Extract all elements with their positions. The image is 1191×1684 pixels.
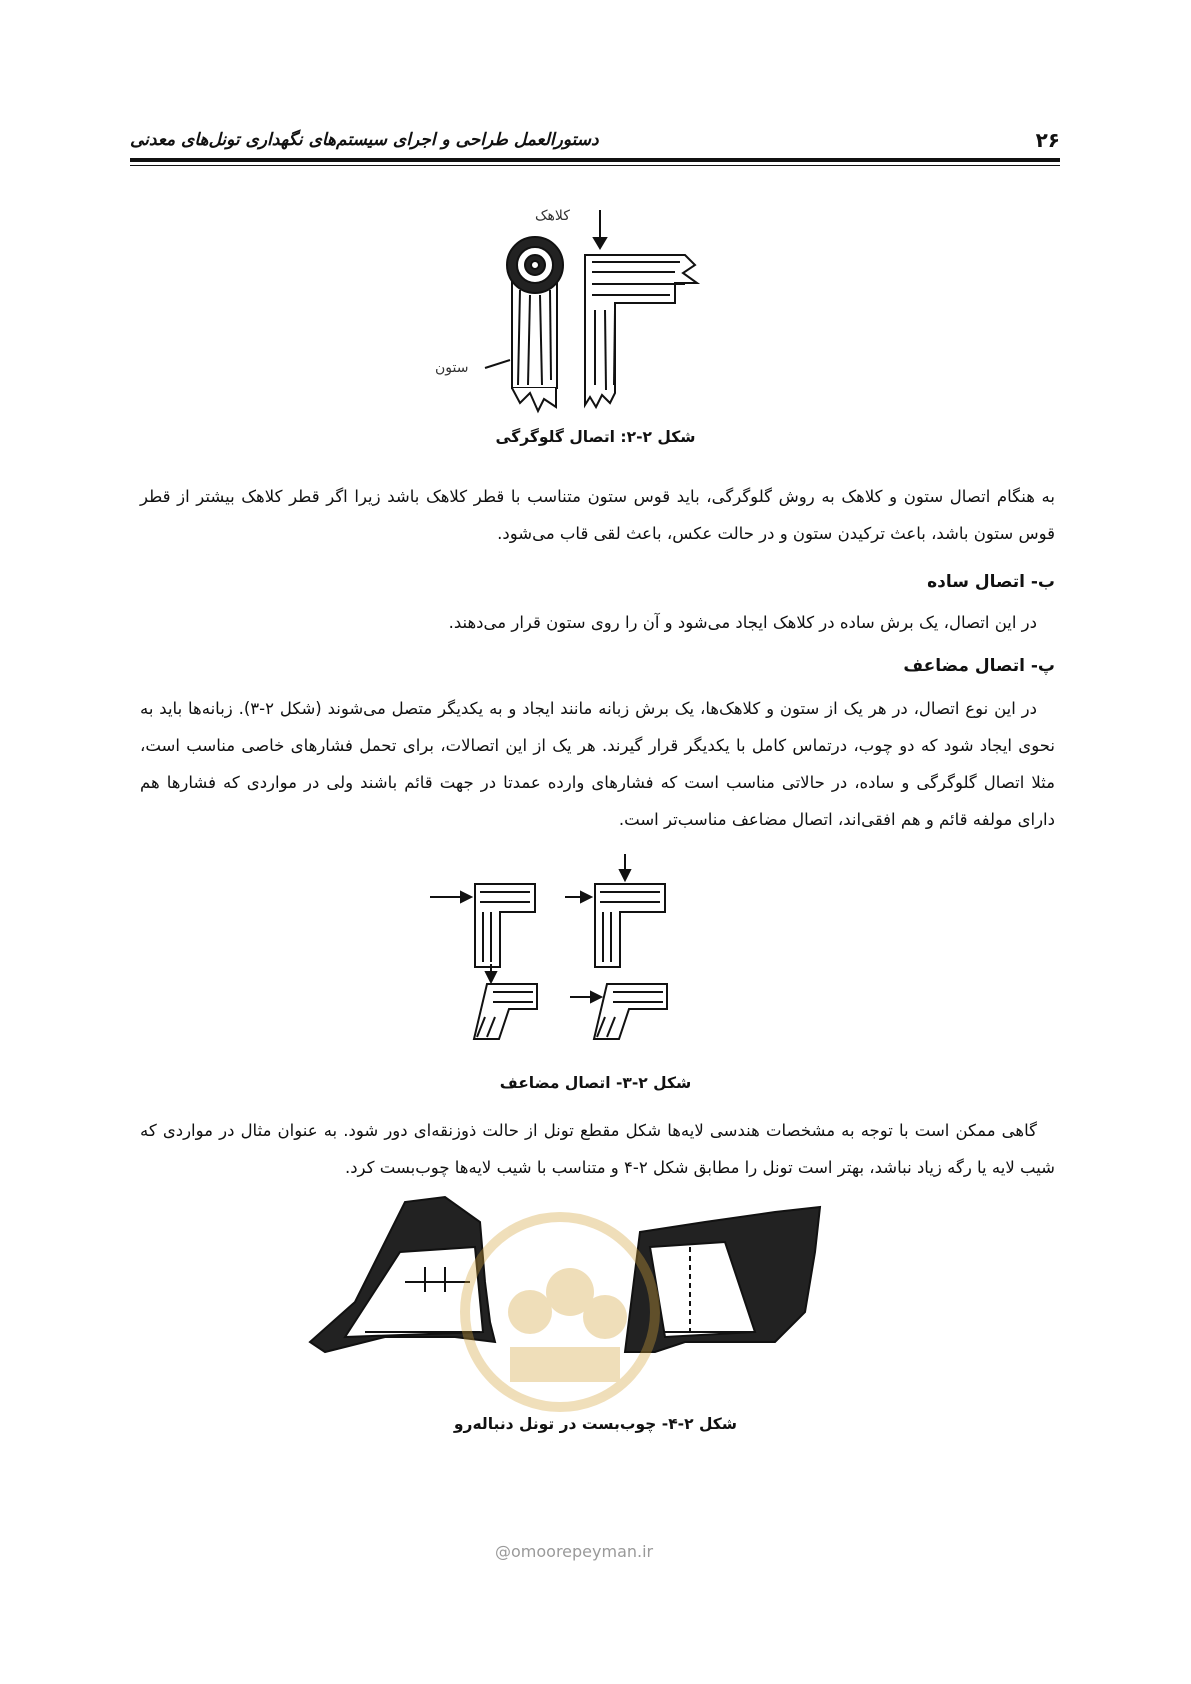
label-cap: کلاهک xyxy=(535,208,570,224)
figure-caption-2-3: شکل ۲-۳- اتصال مضاعف xyxy=(499,1074,692,1092)
watermark-seal xyxy=(465,1217,655,1407)
figure-caption-2-4: شکل ۲-۴- چوب‌بست در تونل دنباله‌رو xyxy=(453,1415,738,1433)
paragraph-1: به هنگام اتصال ستون و کلاهک به روش گلوگرگی، باید قوس ستون متناسب با قطر کلاهک باشد زیرا اگر قطر کلاهک بیشتر از قطر قوس ستون باشد، باعث ترکیدن ستون و در حالت عکس، باعث لقی قاب می‌شود. xyxy=(140,487,1055,543)
header-rule-thick xyxy=(130,158,1060,162)
page-header xyxy=(130,128,1060,158)
label-post: ستون xyxy=(435,360,469,376)
heading-double-joint: پ- اتصال مضاعف xyxy=(903,656,1055,676)
figure-double-joint xyxy=(425,852,685,1052)
watermark-url: @omoorepeyman.ir xyxy=(495,1542,654,1561)
page-number: ۲۶ xyxy=(1035,128,1060,152)
paragraph-3: در این نوع اتصال، در هر یک از ستون و کلاهک‌ها، یک برش زبانه مانند ایجاد و به یکدیگر متصل می‌شوند (شکل ۲-۳). زبانه‌ها باید به نحوی ایجاد شود که دو چوب، درتماس کامل با یکدیگر قرار گیرند. هر یک از این اتصالات، برای تحمل فشارهای خاصی مناسب است، مثلا اتصال گلوگرگی و ساده، در حالاتی مناسب است که فشارهای وارده عمدتا در جهت قائم باشند ولی در مواردی که فشارها هم دارای مولفه قائم و هم افقی‌اند، اتصال مضاعف مناسب‌تر است. xyxy=(140,699,1055,829)
running-title: دستورالعمل طراحی و اجرای سیستم‌های نگهداری تونل‌های معدنی xyxy=(130,130,599,150)
figure-cap-post-joint xyxy=(435,200,720,425)
paragraph-4: گاهی ممکن است با توجه به مشخصات هندسی لایه‌ها شکل مقطع تونل از حالت ذوزنقه‌ای دور شود. به عنوان مثال در مواردی که شیب لایه یا رگه زیاد نباشد، بهتر است تونل را مطابق شکل ۲-۴ و متناسب با شیب لایه‌ها چوب‌بست کرد. xyxy=(140,1121,1055,1177)
paragraph-2: در این اتصال، یک برش ساده در کلاهک ایجاد می‌شود و آن را روی ستون قرار می‌دهند. xyxy=(448,613,1037,632)
figure-tunnel-timbering xyxy=(305,1192,825,1412)
heading-simple-joint: ب- اتصال ساده xyxy=(927,572,1055,592)
figure-caption-2-2: شکل ۲-۲: اتصال گلوگرگی xyxy=(495,428,696,446)
header-rule-thin xyxy=(130,165,1060,166)
